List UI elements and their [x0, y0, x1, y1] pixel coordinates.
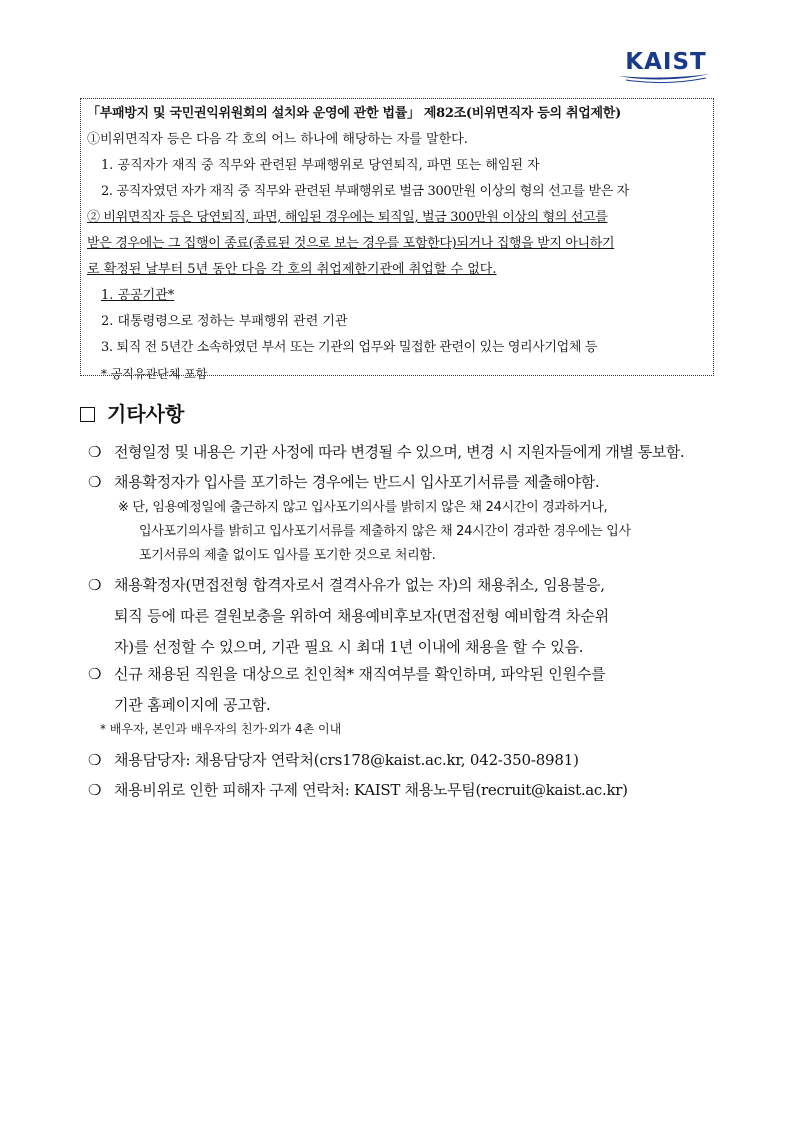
item-giveup-text: 채용확정자가 입사를 포기하는 경우에는 반드시 입사포기서류를 제출해야함. [114, 473, 600, 491]
logo-text: KAIST [625, 49, 707, 75]
circle-bullet-icon: ❍ [88, 443, 101, 461]
law-title: 「부패방지 및 국민권익위원회의 설치와 운영에 관한 법률」 제82조(비위면직자 등의 취업제한) [87, 106, 621, 121]
item-contact-text: 채용담당자: 채용담당자 연락처(crs178@kaist.ac.kr, 042-350-8981) [114, 751, 579, 769]
item-relatives [88, 659, 728, 721]
circle-bullet-icon: ❍ [88, 781, 102, 799]
law-p2-item-1-text: 1. 공공기관* [101, 288, 175, 303]
law-paragraph-2-line-2: 받은 경우에는 그 집행이 종료(종료된 것으로 보는 경우를 포함한다)되거나 집행을 받지 아니하기 [87, 236, 615, 251]
law-p1-item-2: 2. 공직자였던 자가 재직 중 직무와 관련된 부패행위로 벌금 300만원 이상의 형의 선고를 받은 자 [101, 184, 629, 199]
law-p2-item-1 [87, 283, 709, 309]
law-paragraph-2-line-1: ② 비위면직자 등은 당연퇴직, 파면, 해임된 경우에는 퇴직일, 벌금 300만원 이상의 형의 선고를 [87, 210, 608, 225]
law-excerpt-box [80, 98, 714, 381]
item-reserve [88, 570, 728, 663]
circle-bullet-icon: ❍ [88, 473, 102, 491]
circle-bullet-icon: ❍ [88, 751, 102, 769]
item-reserve-line-1: 채용확정자(면접전형 합격자로서 결격사유가 없는 자)의 채용취소, 임용불응, [114, 576, 605, 594]
section-heading [80, 400, 184, 428]
law-p1-item-1: 1. 공직자가 재직 중 직무와 관련된 부패행위로 당연퇴직, 파면 또는 해임된 자 [101, 158, 540, 173]
law-p2-item-2: 2. 대통령령으로 정하는 부패행위 관련 기관 [101, 314, 348, 329]
item-giveup [88, 467, 728, 498]
item-schedule-text: 전형일정 및 내용은 기관 사정에 따라 변경될 수 있으며, 변경 시 지원자들에게 개별 통보함. [114, 443, 685, 461]
item-complaint-text: 채용비위로 인한 피해자 구제 연락처: KAIST 채용노무팀(recruit@kaist.ac.kr) [114, 781, 628, 799]
item-reserve-line-2: 퇴직 등에 따른 결원보충을 위하여 채용예비후보자(면접전형 예비합격 차순위 [114, 607, 609, 625]
item-relatives-line-2: 기관 홈페이지에 공고함. [114, 696, 271, 714]
item-reserve-line-3: 자)를 선정할 수 있으며, 기관 필요 시 최대 1년 이내에 채용을 할 수 있음. [114, 638, 584, 656]
law-paragraph-2-line-3: 로 확정된 날부터 5년 동안 다음 각 호의 취업제한기관에 취업할 수 없다. [87, 262, 497, 277]
section-title: 기타사항 [107, 402, 185, 426]
giveup-note-line-1: ※ 단, 임용예정일에 출근하지 않고 입사포기의사를 밝히지 않은 채 24시간이 경과하거나, [118, 500, 608, 515]
item-complaint [88, 775, 728, 806]
relatives-footnote: * 배우자, 본인과 배우자의 친가·외가 4촌 이내 [100, 722, 342, 736]
logo-swoosh-icon [616, 70, 712, 84]
giveup-note-line-3: 포기서류의 제출 없이도 입사를 포기한 것으로 처리함. [139, 548, 436, 563]
giveup-note-line-2: 입사포기의사를 밝히고 입사포기서류를 제출하지 않은 채 24시간이 경과한 경우에는 입사 [139, 524, 631, 539]
law-footnote: * 공직유관단체 포함 [101, 367, 208, 381]
item-contact [88, 745, 728, 776]
circle-bullet-icon: ❍ [88, 665, 102, 683]
kaist-logo [616, 46, 712, 86]
law-paragraph-1: ①비위면직자 등은 다음 각 호의 어느 하나에 해당하는 자를 말한다. [87, 132, 468, 147]
law-p2-item-3: 3. 퇴직 전 5년간 소속하였던 부서 또는 기관의 업무와 밀접한 관련이 있는 영리사기업체 등 [101, 340, 598, 355]
item-schedule [88, 437, 728, 468]
giveup-note [118, 496, 728, 568]
circle-bullet-icon: ❍ [88, 576, 102, 594]
item-relatives-line-1: 신규 채용된 직원을 대상으로 친인척* 재직여부를 확인하며, 파악된 인원수를 [114, 665, 606, 683]
square-bullet-icon [80, 407, 95, 422]
